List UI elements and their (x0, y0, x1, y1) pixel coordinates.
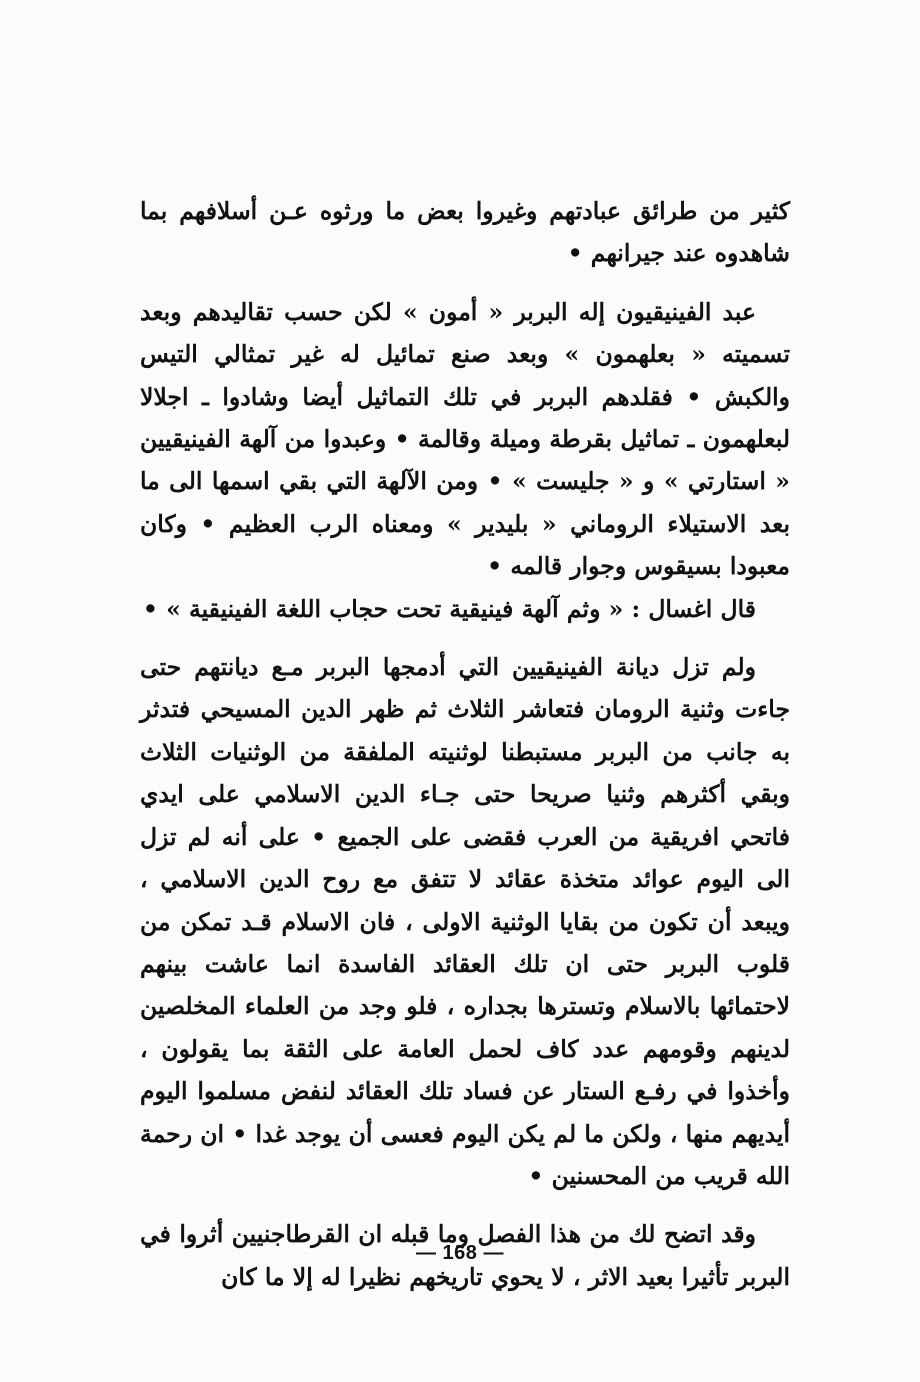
paragraph-1: كثير من طرائق عبادتهم وغيروا بعض ما ورثوه عـن أسلافهم بما شاهدوه عند جيرانهم • (140, 197, 790, 268)
paragraph-3: قال اغسال : « وثم آلهة فينيقية تحت حجاب اللغة الفينيقية » • (142, 594, 756, 623)
paragraph-2: عبد الفينيقيون إله البربر « أمون » لكن حسب تقاليدهم وبعد تسميته « بعلهمون » وبعد صنع تمائيل له غير تمثالي التيس والكبش • فقلدهم البربر في تلك التماثيل أيضا وشادوا ـ اجلالا لبعلهمون ـ تماثيل بقرطة وميلة وقالمة • وعبدوا من آلهة الفينيقيين « استارتي » و « جليست » • ومن الآلهة التي بقي اسمها الى ما بعد الاستيلاء الروماني « بليدير » ومعناه الرب العظيم • وكان معبودا بسيقوس وجوار قالمه • (140, 297, 790, 581)
page-body (140, 190, 790, 1298)
paragraph-4: ولم تزل ديانة الفينيقيين التي أدمجها البربر مـع ديانتهم حتى جاءت وثنية الرومان فتعاشر الثلاث ثم ظهر الدين المسيحي فتدثر به جانب من البربر مستبطنا لوثنيته الملفقة من الوثنيات الثلاث وبقي أكثرهم وثنيا صريحا حتى جـاء الدين الاسلامي على ايدي فاتحي افريقية من العرب فقضى على الجميع • على أنه لم تزل الى اليوم عوائد متخذة عقائد لا تتفق مع روح الدين الاسلامي ، ويبعد أن تكون من بقايا الوثنية الاولى ، فان الاسلام قـد تمكن من قلوب البربر حتى ان تلك العقائد الفاسدة انما عاشت بينهم لاحتمائها بالاسلام وتسترها بجداره ، فلو وجد من العلماء المخلصين لدينهم وقومهم عدد كاف لحمل العامة على الثقة بما يقولون ، وأخذوا في رفـع الستار عن فساد تلك العقائد لنفض مسلموا اليوم أيديهم منها ، ولكن ما لم يكن اليوم فعسى أن يوجد غدا • ان رحمة الله قريب من المحسنين • (140, 653, 790, 1190)
paragraph-5: وقد اتضح لك من هذا الفصل وما قبله ان القرطاجنيين أثروا في البربر تأثيرا بعيد الاثر ، لا يحوي تاريخهم نظيرا له إلا ما كان (140, 1220, 790, 1291)
page-number: — 168 — (416, 1242, 504, 1264)
